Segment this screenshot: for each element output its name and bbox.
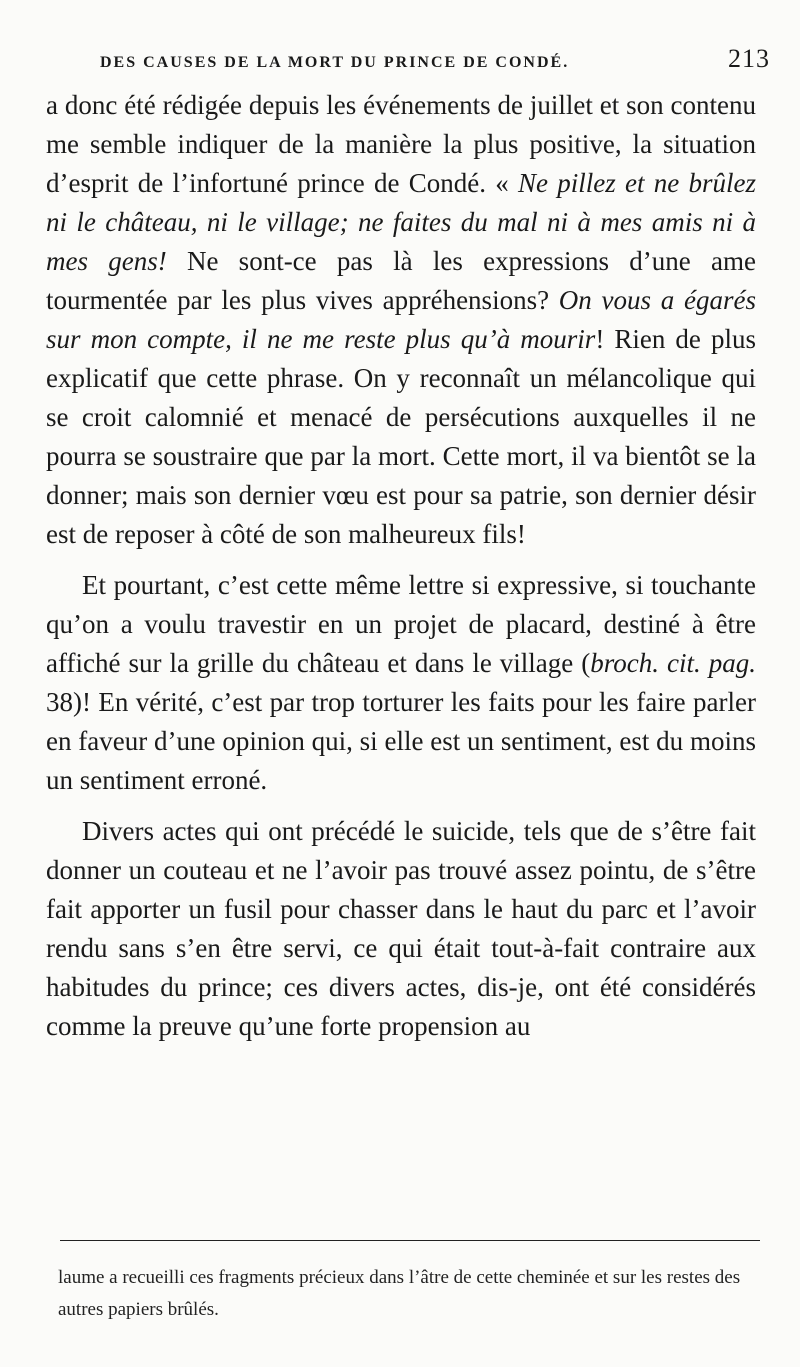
italic-segment: broch. cit. pag. xyxy=(590,648,756,678)
text-segment: Divers actes qui ont précédé le suicide, tels que de s’être fait donner un couteau et ne l’avoir pas trouvé assez pointu, de s’être fait apporter un fusil pour chasser dans le haut du parc et l’avoir rendu sans s’en être servi, ce qui était tout-à-fait contraire aux habitudes du prince; ces divers actes, dis-je, ont été considérés comme la preuve qu’une forte propension au xyxy=(46,816,756,1041)
text-segment: 38)! En vérité, c’est par trop torturer les faits pour les faire parler en faveur d’une opinion qui, si elle est un sentiment, est du moins un sentiment erroné. xyxy=(46,687,756,795)
page-header xyxy=(100,44,770,74)
running-head: DES CAUSES DE LA MORT DU PRINCE DE CONDÉ. xyxy=(100,54,570,71)
text-segment: ! Rien de plus explicatif que cette phrase. On y reconnaît un mélancolique qui se croit calomnié et menacé de persécutions auxquelles il ne pourra se soustraire que par la mort. Cette mort, il va bientôt se la donner; mais son dernier vœu est pour sa patrie, son dernier désir est de reposer à côté de son malheureux fils! xyxy=(46,324,756,549)
italic-segment: Ne pillez et ne brûlez ni le château, ni le village; ne faites du mal ni à mes amis ni à mes gens! xyxy=(46,168,756,276)
page-number: 213 xyxy=(728,44,770,73)
paragraph-2 xyxy=(46,566,756,800)
text-segment: a donc été rédigée depuis les événements de juillet et son contenu me semble indiquer de la manière la plus positive, la situation d’esprit de l’infortuné prince de Condé. « xyxy=(46,90,756,198)
text-segment: Et pourtant, c’est cette même lettre si expressive, si touchante qu’on a voulu travestir en un projet de placard, destiné à être affiché sur la grille du château et dans le village ( xyxy=(46,570,756,678)
paragraph-1 xyxy=(46,86,756,554)
footnote: laume a recueilli ces fragments précieux dans l’âtre de cette cheminée et sur les restes des autres papiers brûlés. xyxy=(58,1267,741,1320)
body-text xyxy=(46,86,756,1046)
italic-segment: On vous a égarés sur mon compte, il ne me reste plus qu’à mourir xyxy=(46,285,756,354)
footnote-rule xyxy=(60,1240,760,1241)
text-segment: Ne sont-ce pas là les expressions d’une ame tourmentée par les plus vives appréhensions? xyxy=(46,246,756,315)
paragraph-3 xyxy=(46,812,756,1046)
